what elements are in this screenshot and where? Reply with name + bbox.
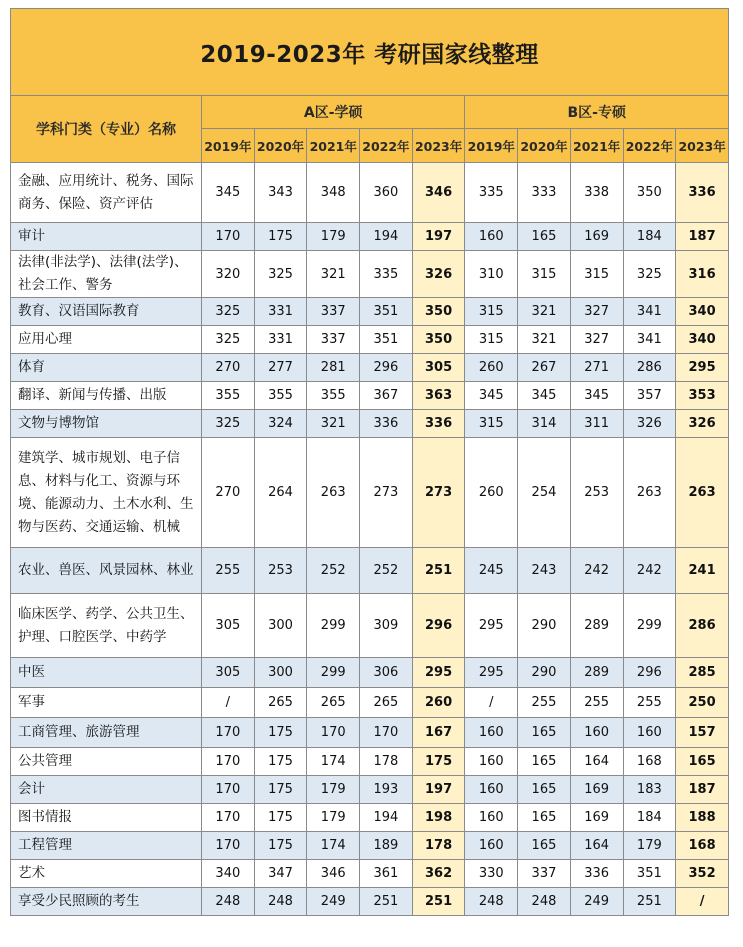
score-cell-b-2: 311 [570, 410, 623, 438]
score-cell-b-2: 289 [570, 594, 623, 658]
score-cell-a-2: 299 [307, 594, 360, 658]
table-row [11, 594, 729, 658]
score-cell-a-2: 252 [307, 548, 360, 594]
score-cell-a-2: 355 [307, 382, 360, 410]
score-cell-b-2: 336 [570, 860, 623, 888]
score-cell-a-2: 170 [307, 718, 360, 748]
subject-name-cell: 享受少民照顾的考生 [11, 888, 202, 916]
table-row [11, 860, 729, 888]
score-cell-b-3: 299 [623, 594, 676, 658]
score-cell-b-2: 169 [570, 223, 623, 251]
subject-column-header: 学科门类（专业）名称 [11, 96, 202, 163]
score-cell-a-3: 360 [360, 163, 413, 223]
score-cell-a-0: 170 [202, 832, 255, 860]
score-cell-a-2: 346 [307, 860, 360, 888]
subject-name-cell: 农业、兽医、风景园林、林业 [11, 548, 202, 594]
score-cell-a-1: 175 [254, 718, 307, 748]
score-cell-b-3: 251 [623, 888, 676, 916]
score-cell-b-3: 351 [623, 860, 676, 888]
subject-name-cell: 建筑学、城市规划、电子信息、材料与化工、资源与环境、能源动力、土木水利、生物与医药、交通运输、机械 [11, 438, 202, 548]
score-cell-a-2: 263 [307, 438, 360, 548]
score-cell-b-3: 179 [623, 832, 676, 860]
score-cell-a-0: 170 [202, 776, 255, 804]
score-cell-b-4: 336 [676, 163, 729, 223]
table-row [11, 251, 729, 298]
score-cell-b-4: / [676, 888, 729, 916]
score-cell-b-4: 157 [676, 718, 729, 748]
score-cell-a-0: 325 [202, 298, 255, 326]
score-cell-b-3: 263 [623, 438, 676, 548]
score-cell-b-0: 245 [465, 548, 518, 594]
score-cell-b-3: 341 [623, 298, 676, 326]
score-cell-a-3: 351 [360, 298, 413, 326]
score-cell-a-3: 309 [360, 594, 413, 658]
score-cell-a-0: 170 [202, 223, 255, 251]
score-cell-b-2: 169 [570, 804, 623, 832]
score-cell-a-3: 265 [360, 688, 413, 718]
score-cell-a-3: 178 [360, 748, 413, 776]
score-cell-b-1: 248 [518, 888, 571, 916]
score-cell-a-0: 170 [202, 718, 255, 748]
subject-name-cell: 临床医学、药学、公共卫生、护理、口腔医学、中药学 [11, 594, 202, 658]
table-row [11, 223, 729, 251]
score-cell-a-0: 345 [202, 163, 255, 223]
score-cell-b-1: 165 [518, 223, 571, 251]
subject-name-cell: 应用心理 [11, 326, 202, 354]
score-cell-b-0: 260 [465, 354, 518, 382]
score-cell-a-3: 252 [360, 548, 413, 594]
score-cell-b-2: 338 [570, 163, 623, 223]
score-cell-a-3: 189 [360, 832, 413, 860]
score-cell-b-4: 250 [676, 688, 729, 718]
score-cell-a-0: 325 [202, 326, 255, 354]
score-cell-a-4: 197 [412, 776, 465, 804]
score-cell-b-1: 255 [518, 688, 571, 718]
subject-name-cell: 金融、应用统计、税务、国际商务、保险、资产评估 [11, 163, 202, 223]
table-row [11, 888, 729, 916]
score-cell-a-4: 336 [412, 410, 465, 438]
score-cell-a-4: 273 [412, 438, 465, 548]
score-cell-a-4: 251 [412, 548, 465, 594]
score-cell-b-3: 255 [623, 688, 676, 718]
year-header-a-0: 2019年 [202, 129, 255, 163]
score-cell-a-4: 362 [412, 860, 465, 888]
subject-name-cell: 法律(非法学)、法律(法学)、社会工作、警务 [11, 251, 202, 298]
score-cell-a-3: 194 [360, 223, 413, 251]
score-cell-b-1: 165 [518, 718, 571, 748]
table-row [11, 748, 729, 776]
table-row [11, 718, 729, 748]
score-cell-a-0: 255 [202, 548, 255, 594]
score-cell-a-4: 178 [412, 832, 465, 860]
score-cell-b-0: 260 [465, 438, 518, 548]
subject-name-cell: 军事 [11, 688, 202, 718]
table-body [11, 163, 729, 916]
table-row [11, 163, 729, 223]
score-cell-b-3: 296 [623, 658, 676, 688]
score-cell-a-2: 249 [307, 888, 360, 916]
score-cell-a-2: 337 [307, 298, 360, 326]
score-cell-a-0: 305 [202, 594, 255, 658]
score-cell-b-2: 249 [570, 888, 623, 916]
score-cell-b-2: 345 [570, 382, 623, 410]
score-cell-a-1: 248 [254, 888, 307, 916]
score-cell-b-4: 263 [676, 438, 729, 548]
score-cell-a-2: 174 [307, 832, 360, 860]
score-cell-b-4: 168 [676, 832, 729, 860]
score-cell-a-0: 355 [202, 382, 255, 410]
score-cell-b-1: 243 [518, 548, 571, 594]
subject-name-cell: 教育、汉语国际教育 [11, 298, 202, 326]
table-row [11, 438, 729, 548]
score-cell-b-2: 164 [570, 832, 623, 860]
score-cell-a-2: 174 [307, 748, 360, 776]
score-cell-a-3: 296 [360, 354, 413, 382]
score-cell-a-4: 296 [412, 594, 465, 658]
score-cell-b-1: 315 [518, 251, 571, 298]
score-cell-a-4: 260 [412, 688, 465, 718]
table-row [11, 548, 729, 594]
score-cell-b-3: 183 [623, 776, 676, 804]
score-cell-b-3: 325 [623, 251, 676, 298]
zone-b-header: B区-专硕 [465, 96, 729, 129]
score-cell-b-1: 165 [518, 748, 571, 776]
score-cell-b-2: 242 [570, 548, 623, 594]
score-cell-a-1: 343 [254, 163, 307, 223]
score-cell-a-1: 331 [254, 298, 307, 326]
subject-name-cell: 会计 [11, 776, 202, 804]
score-cell-b-3: 168 [623, 748, 676, 776]
score-cell-a-0: 305 [202, 658, 255, 688]
score-cell-a-3: 170 [360, 718, 413, 748]
score-cell-b-2: 164 [570, 748, 623, 776]
score-cell-b-0: 335 [465, 163, 518, 223]
score-cell-b-2: 271 [570, 354, 623, 382]
page-title: 2019-2023年 考研国家线整理 [11, 9, 729, 96]
subject-name-cell: 图书情报 [11, 804, 202, 832]
year-header-a-3: 2022年 [360, 129, 413, 163]
score-cell-b-3: 184 [623, 804, 676, 832]
score-cell-b-4: 340 [676, 326, 729, 354]
score-cell-b-0: 160 [465, 718, 518, 748]
score-cell-b-0: 295 [465, 658, 518, 688]
score-cell-b-0: 310 [465, 251, 518, 298]
score-cell-a-0: 170 [202, 748, 255, 776]
score-cell-b-2: 169 [570, 776, 623, 804]
score-cell-a-1: 324 [254, 410, 307, 438]
score-cell-b-0: 295 [465, 594, 518, 658]
score-cell-b-4: 188 [676, 804, 729, 832]
score-cell-a-1: 175 [254, 832, 307, 860]
subject-name-cell: 工程管理 [11, 832, 202, 860]
score-cell-b-1: 321 [518, 326, 571, 354]
score-cell-b-1: 333 [518, 163, 571, 223]
year-header-b-0: 2019年 [465, 129, 518, 163]
table-row [11, 688, 729, 718]
score-cell-b-4: 295 [676, 354, 729, 382]
score-cell-b-4: 241 [676, 548, 729, 594]
score-cell-a-1: 175 [254, 776, 307, 804]
score-cell-b-4: 285 [676, 658, 729, 688]
score-cell-a-4: 175 [412, 748, 465, 776]
subject-name-cell: 审计 [11, 223, 202, 251]
score-cell-a-4: 198 [412, 804, 465, 832]
score-cell-a-0: 320 [202, 251, 255, 298]
score-cell-a-3: 273 [360, 438, 413, 548]
score-cell-a-4: 167 [412, 718, 465, 748]
score-cell-b-2: 289 [570, 658, 623, 688]
score-cell-a-0: / [202, 688, 255, 718]
score-cell-a-1: 253 [254, 548, 307, 594]
score-cell-a-1: 355 [254, 382, 307, 410]
score-cell-a-0: 270 [202, 354, 255, 382]
score-cell-a-1: 300 [254, 658, 307, 688]
score-cell-b-4: 326 [676, 410, 729, 438]
score-cell-b-0: 315 [465, 410, 518, 438]
table-row [11, 776, 729, 804]
score-cell-a-0: 248 [202, 888, 255, 916]
score-cell-b-1: 314 [518, 410, 571, 438]
table-row [11, 658, 729, 688]
score-cell-a-4: 326 [412, 251, 465, 298]
score-cell-b-3: 326 [623, 410, 676, 438]
year-header-b-4: 2023年 [676, 129, 729, 163]
score-cell-b-4: 353 [676, 382, 729, 410]
score-cell-a-3: 193 [360, 776, 413, 804]
score-cell-a-3: 251 [360, 888, 413, 916]
score-cell-a-2: 348 [307, 163, 360, 223]
score-cell-a-2: 281 [307, 354, 360, 382]
zone-a-header: A区-学硕 [202, 96, 465, 129]
score-cell-b-0: 160 [465, 748, 518, 776]
score-cell-b-1: 267 [518, 354, 571, 382]
score-cell-a-0: 270 [202, 438, 255, 548]
score-cell-a-2: 265 [307, 688, 360, 718]
score-cell-a-4: 350 [412, 298, 465, 326]
score-cell-b-0: 248 [465, 888, 518, 916]
score-cell-a-3: 335 [360, 251, 413, 298]
score-cell-b-0: 160 [465, 804, 518, 832]
score-cell-a-3: 194 [360, 804, 413, 832]
score-cell-b-1: 321 [518, 298, 571, 326]
score-cell-a-4: 251 [412, 888, 465, 916]
score-cell-a-3: 367 [360, 382, 413, 410]
score-cell-b-2: 315 [570, 251, 623, 298]
score-cell-b-1: 345 [518, 382, 571, 410]
score-cell-b-2: 327 [570, 298, 623, 326]
score-cell-a-3: 351 [360, 326, 413, 354]
subject-name-cell: 体育 [11, 354, 202, 382]
score-cell-a-1: 300 [254, 594, 307, 658]
year-header-b-2: 2021年 [570, 129, 623, 163]
table-row [11, 326, 729, 354]
score-cell-b-4: 352 [676, 860, 729, 888]
score-cell-a-2: 337 [307, 326, 360, 354]
score-cell-b-3: 242 [623, 548, 676, 594]
score-cell-b-3: 160 [623, 718, 676, 748]
score-cell-b-1: 165 [518, 832, 571, 860]
subject-name-cell: 艺术 [11, 860, 202, 888]
score-cell-b-3: 357 [623, 382, 676, 410]
score-cell-a-1: 277 [254, 354, 307, 382]
score-cell-a-3: 336 [360, 410, 413, 438]
score-cell-b-1: 290 [518, 594, 571, 658]
score-cell-a-4: 346 [412, 163, 465, 223]
year-header-a-1: 2020年 [254, 129, 307, 163]
score-cell-a-1: 175 [254, 748, 307, 776]
score-cell-b-2: 160 [570, 718, 623, 748]
score-cell-a-2: 179 [307, 776, 360, 804]
score-cell-a-1: 265 [254, 688, 307, 718]
score-cell-a-4: 197 [412, 223, 465, 251]
score-cell-a-0: 340 [202, 860, 255, 888]
table-row [11, 382, 729, 410]
score-cell-b-1: 290 [518, 658, 571, 688]
score-cell-a-4: 350 [412, 326, 465, 354]
score-cell-b-0: 330 [465, 860, 518, 888]
score-cell-b-4: 187 [676, 223, 729, 251]
score-cell-b-4: 286 [676, 594, 729, 658]
score-cell-b-3: 350 [623, 163, 676, 223]
score-cell-a-1: 175 [254, 804, 307, 832]
score-cell-b-2: 255 [570, 688, 623, 718]
table-row [11, 832, 729, 860]
subject-name-cell: 文物与博物馆 [11, 410, 202, 438]
subject-name-cell: 翻译、新闻与传播、出版 [11, 382, 202, 410]
score-cell-b-1: 337 [518, 860, 571, 888]
subject-name-cell: 中医 [11, 658, 202, 688]
score-cell-b-2: 253 [570, 438, 623, 548]
table-row [11, 298, 729, 326]
score-cell-b-2: 327 [570, 326, 623, 354]
score-cell-a-4: 305 [412, 354, 465, 382]
score-cell-b-0: 160 [465, 776, 518, 804]
score-cell-b-0: / [465, 688, 518, 718]
score-sheet [10, 8, 729, 916]
subject-name-cell: 公共管理 [11, 748, 202, 776]
score-cell-b-3: 286 [623, 354, 676, 382]
score-cell-b-1: 254 [518, 438, 571, 548]
score-cell-a-3: 361 [360, 860, 413, 888]
table-row [11, 410, 729, 438]
year-header-a-2: 2021年 [307, 129, 360, 163]
year-header-b-1: 2020年 [518, 129, 571, 163]
score-cell-b-1: 165 [518, 776, 571, 804]
year-header-b-3: 2022年 [623, 129, 676, 163]
score-cell-a-1: 347 [254, 860, 307, 888]
score-cell-a-2: 179 [307, 223, 360, 251]
score-cell-a-4: 363 [412, 382, 465, 410]
year-header-a-4: 2023年 [412, 129, 465, 163]
score-cell-b-0: 345 [465, 382, 518, 410]
score-cell-b-0: 315 [465, 298, 518, 326]
score-cell-b-4: 165 [676, 748, 729, 776]
score-cell-b-1: 165 [518, 804, 571, 832]
score-cell-a-1: 175 [254, 223, 307, 251]
score-cell-a-2: 321 [307, 410, 360, 438]
score-cell-b-4: 316 [676, 251, 729, 298]
table-row [11, 354, 729, 382]
score-cell-b-0: 315 [465, 326, 518, 354]
score-cell-b-0: 160 [465, 832, 518, 860]
score-cell-a-2: 321 [307, 251, 360, 298]
table-row [11, 804, 729, 832]
score-cell-b-3: 341 [623, 326, 676, 354]
score-cell-b-3: 184 [623, 223, 676, 251]
score-cell-b-0: 160 [465, 223, 518, 251]
score-cell-a-1: 331 [254, 326, 307, 354]
score-cell-a-1: 264 [254, 438, 307, 548]
score-cell-a-3: 306 [360, 658, 413, 688]
score-table [10, 8, 729, 916]
score-cell-a-4: 295 [412, 658, 465, 688]
score-cell-a-2: 299 [307, 658, 360, 688]
subject-name-cell: 工商管理、旅游管理 [11, 718, 202, 748]
score-cell-a-1: 325 [254, 251, 307, 298]
score-cell-a-2: 179 [307, 804, 360, 832]
score-cell-a-0: 325 [202, 410, 255, 438]
score-cell-a-0: 170 [202, 804, 255, 832]
score-cell-b-4: 340 [676, 298, 729, 326]
score-cell-b-4: 187 [676, 776, 729, 804]
